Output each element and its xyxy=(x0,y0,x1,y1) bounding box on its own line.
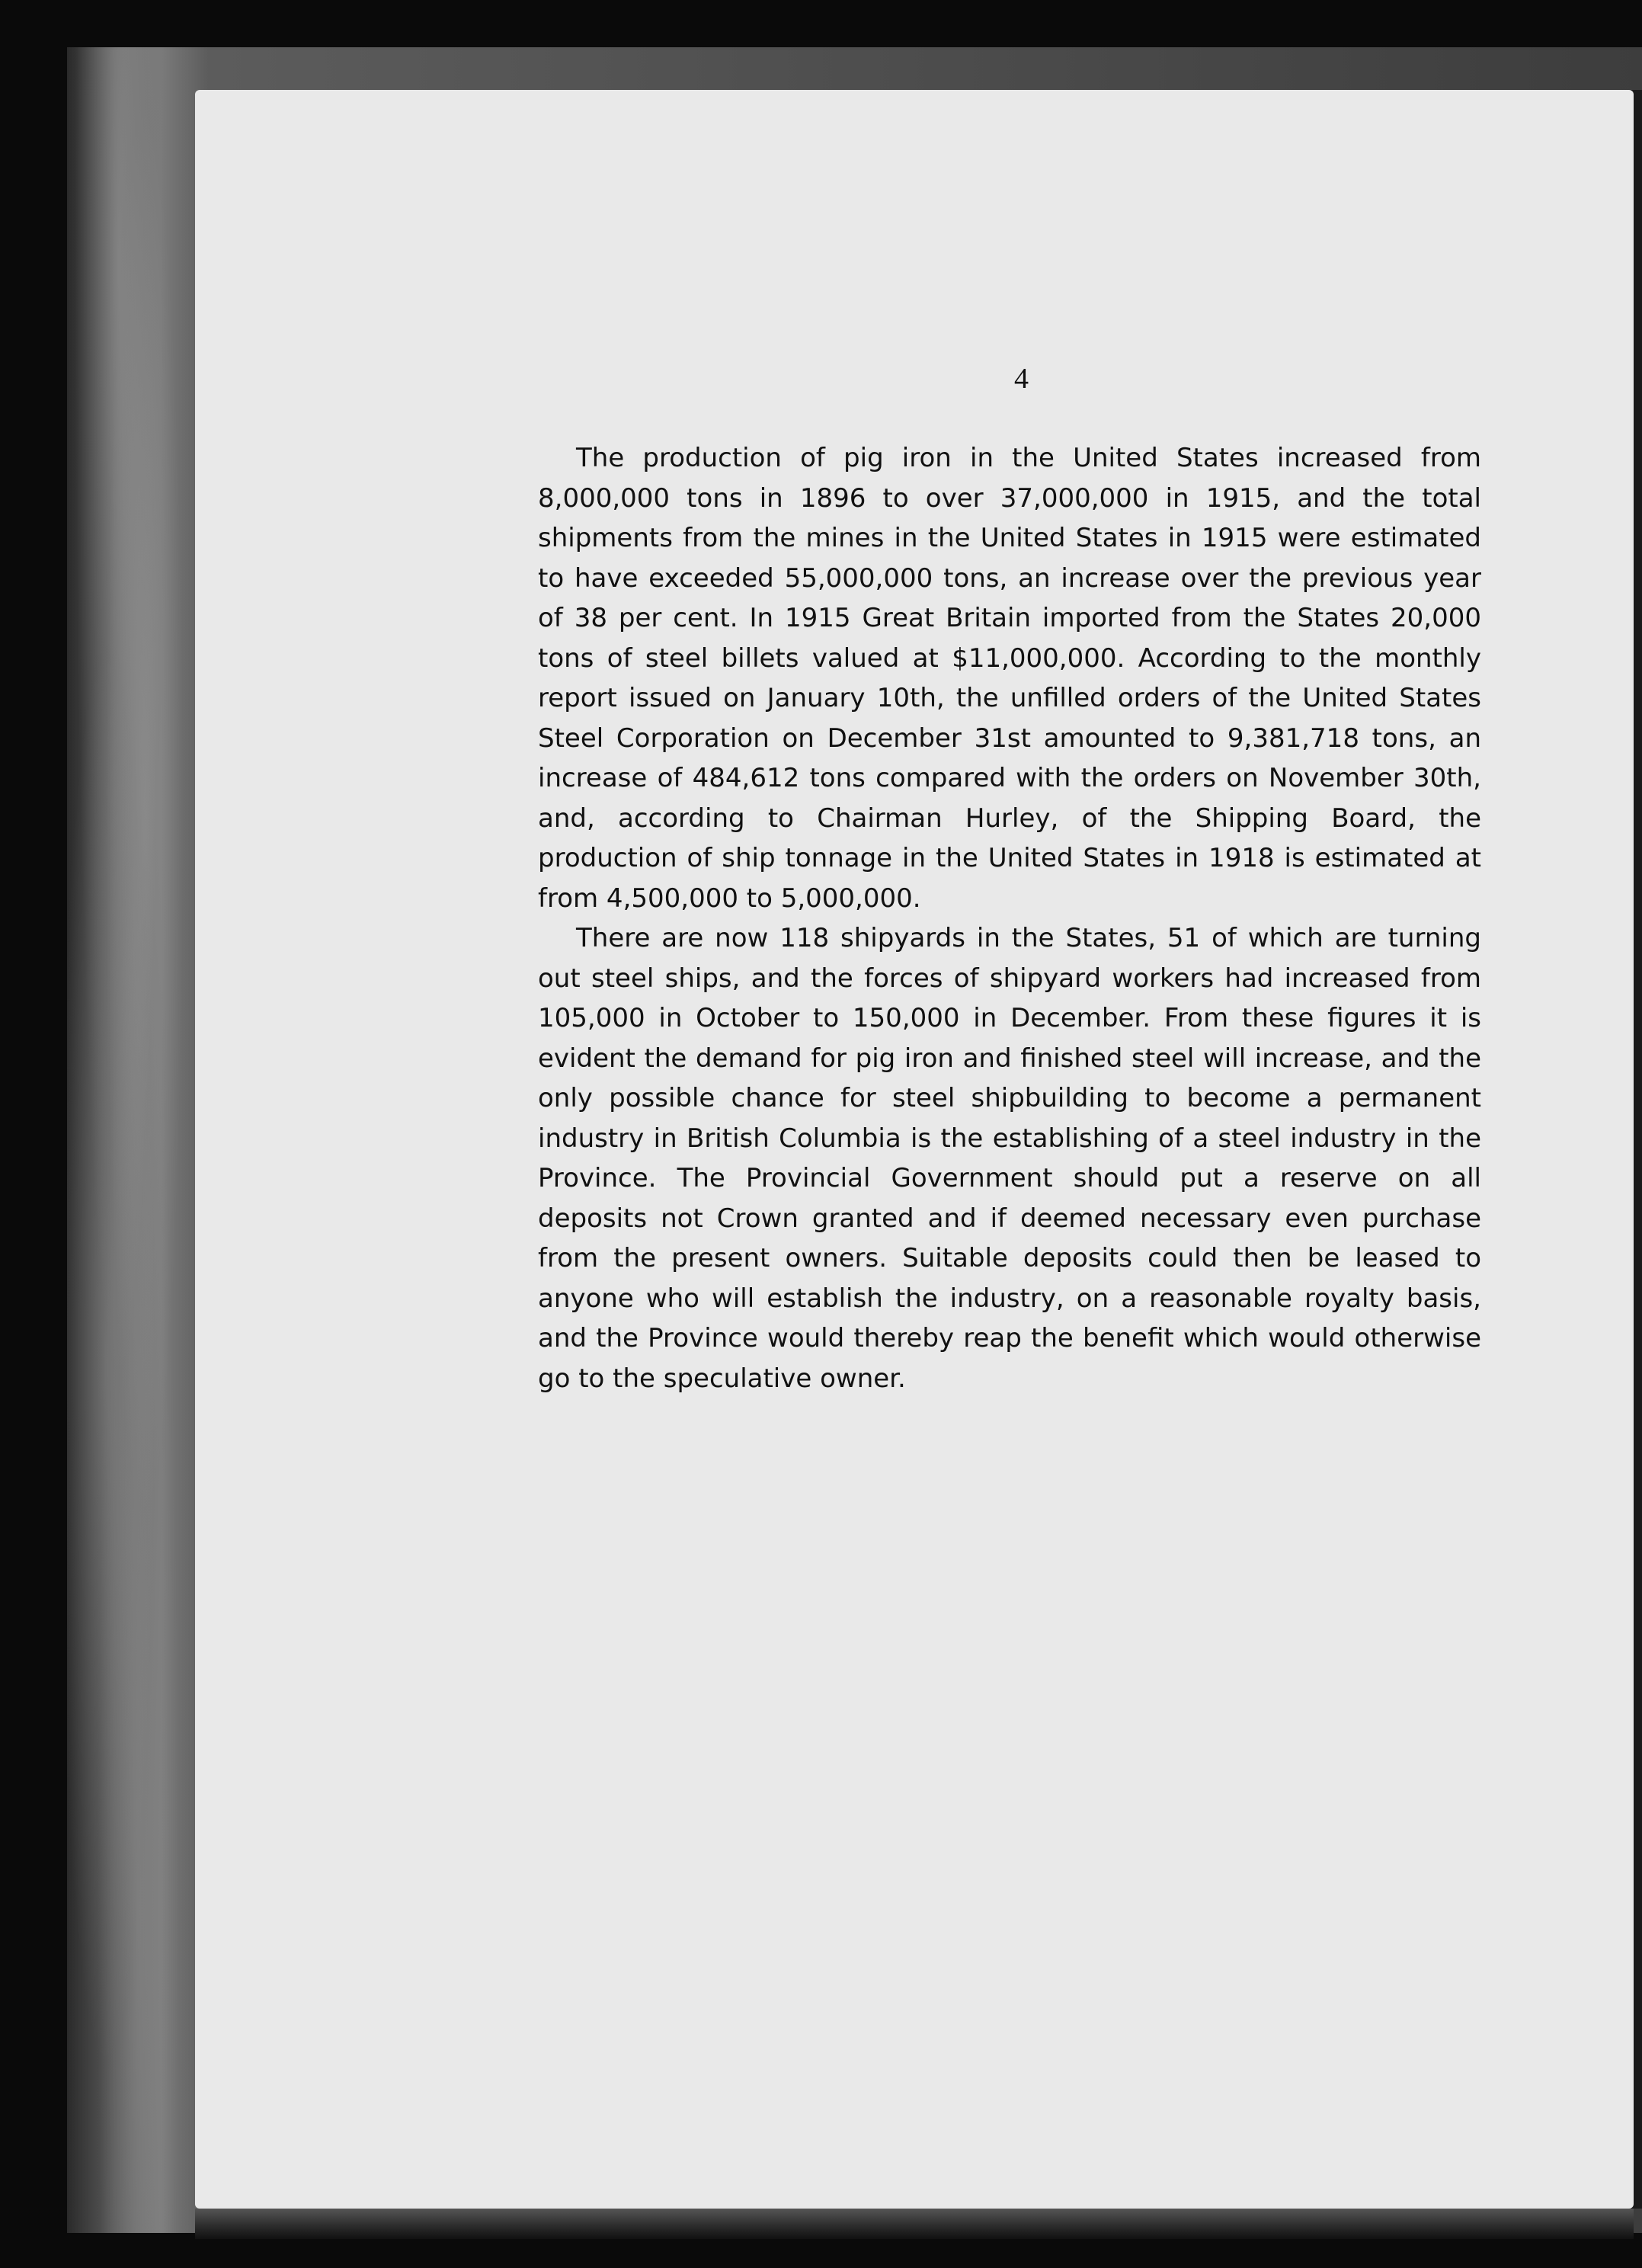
scan-bottom-edge xyxy=(195,2209,1634,2239)
body-text xyxy=(538,438,1481,1398)
paragraph-1: The production of pig iron in the United States increased from 8,000,000 tons in 1896 to over 37,000,000 in 1915, and the total shipments from the mines in the United States in 1915 were estimated to have exceeded 55,000,000 tons, an increase over the previous year of 38 per cent. In 1915 Great Britain imported from the States 20,000 tons of steel billets valued at $11,000,000. According to the monthly report issued on January 10th, the unfilled orders of the United States Steel Corporation on December 31st amounted to 9,381,718 tons, an increase of 484,612 tons compared with the orders on November 30th, and, according to Chairman Hurley, of the Shipping Board, the production of ship tonnage in the United States in 1918 is estimated at from 4,500,000 to 5,000,000. xyxy=(538,443,1481,914)
scan-edge-mottling xyxy=(67,47,197,2233)
page-number: 4 xyxy=(1014,363,1029,395)
paragraph-2: There are now 118 shipyards in the States, 51 of which are turning out steel ships, and the forces of shipyard workers had increased from 105,000 in October to 150,000 in December. From these figures it is evident the demand for pig iron and finished steel will increase, and the only possible chance for steel shipbuilding to become a permanent industry in British Columbia is the establishing of a steel industry in the Province. The Provincial Government should put a reserve on all deposits not Crown granted and if deemed necessary even purchase from the present owners. Suitable deposits could then be leased to anyone who will establish the industry, on a reasonable royalty basis, and the Province would thereby reap the benefit which would otherwise go to the speculative owner. xyxy=(538,923,1481,1394)
